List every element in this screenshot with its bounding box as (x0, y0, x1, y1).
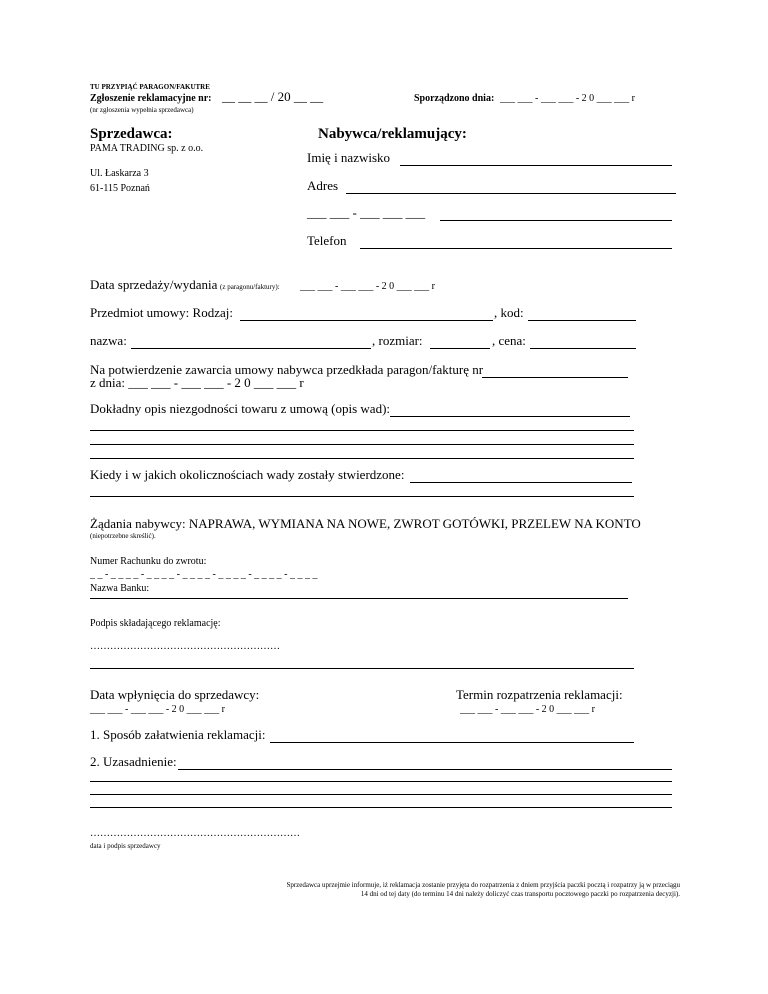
item-name-label: nazwa: (90, 333, 127, 348)
seller-name: PAMA TRADING sp. z o.o. (90, 143, 204, 154)
buyer-postal-code[interactable]: ___ ___ - ___ ___ ___ (307, 205, 426, 220)
seller-city: 61-115 Poznań (90, 183, 150, 194)
account-number-field[interactable]: _ _ - _ _ _ _ - _ _ _ _ - _ _ _ _ - _ _ _ _ - _ _ _ _ - _ _ _ _ (90, 569, 318, 580)
resolution-method-label: 1. Sposób załatwienia reklamacji: (90, 727, 266, 742)
footer-note-line-1: Sprzedawca uprzejmie informuje, iż reklamacja zostanie przyjęta do rozpatrzenia z dniem przyjścia paczki pocztą i rozpatrzy ją w przeciągu (286, 881, 680, 889)
seller-street: Ul. Łaskarza 3 (90, 168, 149, 179)
justification-line-4[interactable] (90, 807, 672, 808)
attach-receipt-note: TU PRZYPIĄĆ PARAGON/FAKUTRE (90, 83, 210, 91)
receipt-date-field[interactable]: z dnia: ___ ___ - ___ ___ - 2 0 ___ ___ r (90, 375, 304, 390)
buyer-address-label: Adres (307, 178, 339, 193)
receipt-number-line[interactable] (482, 377, 628, 378)
item-size-label: , rozmiar: (372, 333, 423, 348)
buyer-address-line[interactable] (346, 193, 676, 194)
circumstances-line-1[interactable] (410, 482, 632, 483)
justification-line-2[interactable] (90, 781, 672, 782)
buyer-phone-label: Telefon (307, 233, 347, 248)
complaint-number-hint: (nr zgłoszenia wypełnia sprzedawca) (90, 106, 194, 114)
item-code-line[interactable] (528, 320, 636, 321)
prepared-date-label: Sporządzono dnia: (414, 93, 495, 104)
justification-line-1[interactable] (178, 769, 672, 770)
item-size-line[interactable] (430, 348, 490, 349)
justification-label: 2. Uzasadnienie: (90, 754, 177, 769)
item-price-label: , cena: (492, 333, 526, 348)
account-number-label: Numer Rachunku do zwrotu: (90, 556, 207, 567)
sale-date-label: Data sprzedaży/wydania (90, 277, 218, 292)
customer-signature-dots[interactable]: ………………………………………………… (90, 641, 280, 652)
sale-date-field[interactable]: ___ ___ - ___ ___ - 2 0 ___ ___ r (300, 281, 435, 292)
demands-hint: (niepotrzebne skreślić). (90, 532, 156, 540)
defects-line-3[interactable] (90, 444, 634, 445)
circumstances-label: Kiedy i w jakich okolicznościach wady zostały stwierdzone: (90, 467, 405, 482)
item-code-label: , kod: (494, 305, 524, 320)
receipt-statement: Na potwierdzenie zawarcia umowy nabywca przedkłada paragon/fakturę nr (90, 362, 484, 377)
justification-line-3[interactable] (90, 794, 672, 795)
demands-label[interactable]: Żądania nabywcy: NAPRAWA, WYMIANA NA NOWE, ZWROT GOTÓWKI, PRZELEW NA KONTO (90, 516, 641, 531)
buyer-name-label: Imię i nazwisko (307, 150, 391, 165)
deadline-label: Termin rozpatrzenia reklamacji: (456, 687, 623, 702)
circumstances-line-2[interactable] (90, 496, 634, 497)
prepared-date-field[interactable]: ___ ___ - ___ ___ - 2 0 ___ ___ r (500, 93, 635, 104)
defects-line-2[interactable] (90, 430, 634, 431)
seller-signature-dots[interactable]: ……………………………………………………… (90, 828, 300, 839)
item-type-line[interactable] (240, 320, 493, 321)
item-name-line[interactable] (131, 348, 371, 349)
buyer-phone-line[interactable] (360, 248, 672, 249)
complaint-number-label: Zgłoszenie reklamacyjne nr: (90, 93, 212, 104)
item-price-line[interactable] (530, 348, 636, 349)
received-date-field[interactable]: ___ ___ - ___ ___ - 2 0 ___ ___ r (90, 704, 225, 715)
defects-line-4[interactable] (90, 458, 634, 459)
item-type-label: Przedmiot umowy: Rodzaj: (90, 305, 233, 320)
bank-name-label: Nazwa Banku: (90, 583, 150, 594)
sale-date-hint: (z paragonu/faktury): (220, 283, 280, 291)
defects-label: Dokładny opis niezgodności towaru z umową (opis wad): (90, 401, 391, 416)
deadline-field[interactable]: ___ ___ - ___ ___ - 2 0 ___ ___ r (460, 704, 595, 715)
separator-line (90, 668, 634, 669)
seller-signature-label: data i podpis sprzedawcy (90, 842, 161, 850)
complaint-number-field[interactable]: __ __ __ / 20 __ __ (222, 89, 324, 104)
footer-note-line-2: 14 dni od tej daty (do terminu 14 dni należy doliczyć czas transportu pocztowego paczki po rozpatrzenia decyzji). (360, 890, 680, 898)
buyer-title: Nabywca/reklamujący: (318, 126, 467, 142)
defects-line-1[interactable] (390, 416, 630, 417)
seller-title: Sprzedawca: (90, 126, 173, 142)
customer-signature-label: Podpis składającego reklamację: (90, 618, 221, 629)
bank-name-line[interactable] (90, 598, 628, 599)
buyer-city-line[interactable] (440, 220, 672, 221)
received-date-label: Data wpłynięcia do sprzedawcy: (90, 687, 260, 702)
buyer-name-line[interactable] (400, 165, 672, 166)
resolution-method-line[interactable] (270, 742, 634, 743)
